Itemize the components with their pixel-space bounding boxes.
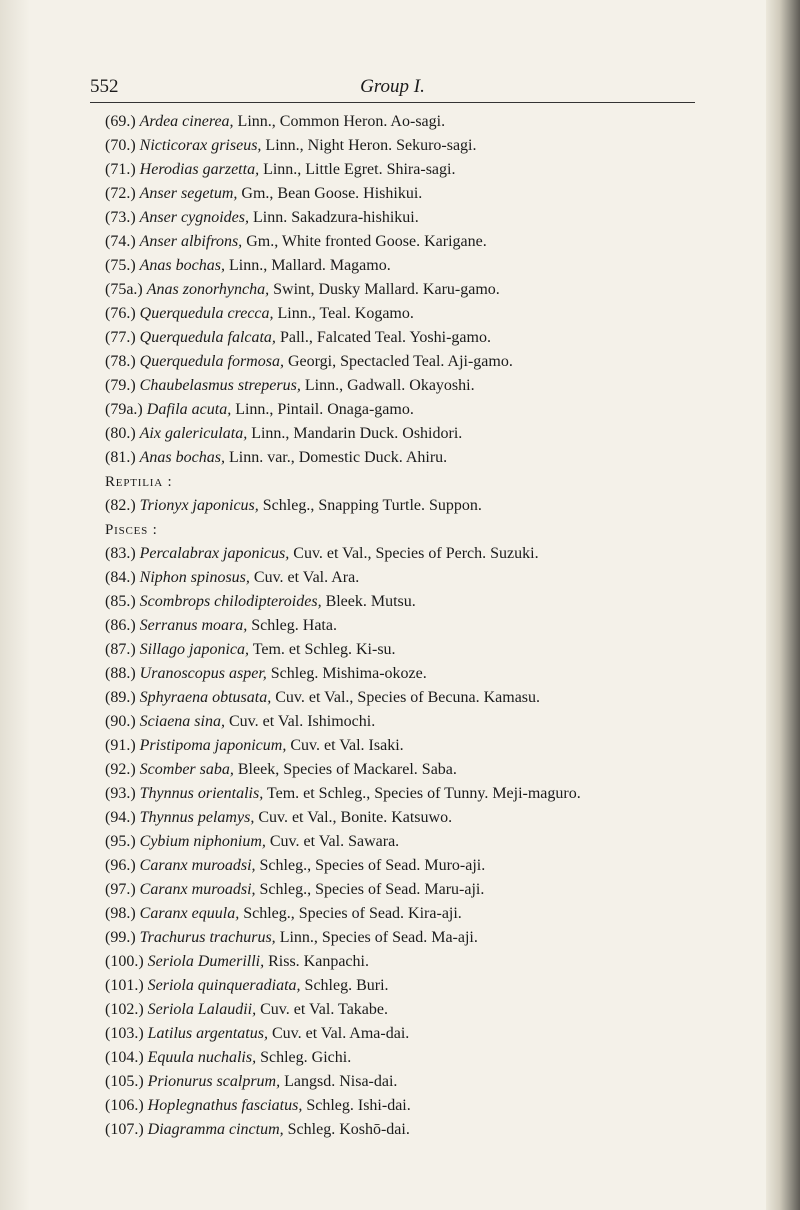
scientific-name: Anas zonorhyncha,: [146, 281, 270, 298]
scientific-name: Seriola Lalaudii,: [147, 1001, 257, 1018]
scientific-name: Thynnus pelamys,: [139, 809, 255, 826]
species-entry: [105, 1046, 765, 1070]
entry-details: Schleg. Hata.: [247, 617, 337, 634]
species-entry: [105, 302, 765, 326]
species-entry: [105, 926, 765, 950]
entry-number: (95.): [105, 833, 136, 850]
scientific-name: Latilus argentatus,: [147, 1025, 268, 1042]
entry-number: (94.): [105, 809, 136, 826]
species-entry: [105, 854, 765, 878]
scientific-name: Ardea cinerea,: [139, 113, 234, 130]
page-gutter: [0, 0, 30, 1210]
entry-number: (100.): [105, 953, 144, 970]
species-entry: [105, 806, 765, 830]
entry-details: Cuv. et Val. Ishimochi.: [224, 713, 376, 730]
scientific-name: Anser albifrons,: [139, 233, 243, 250]
species-entry: [105, 782, 765, 806]
species-entry: [105, 278, 765, 302]
entry-details: Schleg., Species of Sead. Muro-aji.: [255, 857, 486, 874]
entry-number: (79a.): [105, 401, 143, 418]
species-entry: [105, 326, 765, 350]
page-number: 552: [90, 76, 119, 97]
entry-number: (97.): [105, 881, 136, 898]
entry-number: (84.): [105, 569, 136, 586]
species-entry: [105, 1094, 765, 1118]
scientific-name: Niphon spinosus,: [139, 569, 250, 586]
entry-details: Cuv. et Val. Ara.: [249, 569, 360, 586]
entry-number: (74.): [105, 233, 136, 250]
species-entry: [105, 422, 765, 446]
scientific-name: Chaubelasmus streperus,: [139, 377, 301, 394]
entry-number: (102.): [105, 1001, 144, 1018]
entry-number: (99.): [105, 929, 136, 946]
scientific-name: Scombrops chilodipteroides,: [139, 593, 322, 610]
scientific-name: Seriola quinqueradiata,: [147, 977, 301, 994]
scientific-name: Pristipoma japonicum,: [139, 737, 287, 754]
species-entry: [105, 758, 765, 782]
entry-details: Langsd. Nisa-dai.: [280, 1073, 398, 1090]
entry-number: (76.): [105, 305, 136, 322]
running-title: Group I.: [360, 76, 425, 97]
entry-number: (101.): [105, 977, 144, 994]
section-heading: Pisces :: [105, 522, 158, 538]
species-entry: [105, 230, 765, 254]
scientific-name: Uranoscopus asper,: [139, 665, 267, 682]
entry-number: (81.): [105, 449, 136, 466]
scientific-name: Dafila acuta,: [146, 401, 232, 418]
entry-details: Cuv. et Val., Species of Perch. Suzuki.: [289, 545, 539, 562]
entry-number: (83.): [105, 545, 136, 562]
scientific-name: Caranx equula,: [139, 905, 240, 922]
scientific-name: Querquedula formosa,: [139, 353, 284, 370]
page-header: [90, 74, 695, 103]
species-entry: [105, 566, 765, 590]
entry-number: (79.): [105, 377, 136, 394]
scientific-name: Serranus moara,: [139, 617, 248, 634]
scientific-name: Caranx muroadsi,: [139, 881, 256, 898]
scientific-name: Sciaena sina,: [139, 713, 225, 730]
species-entry: [105, 614, 765, 638]
scientific-name: Diagramma cinctum,: [147, 1121, 284, 1138]
entry-number: (92.): [105, 761, 136, 778]
species-list: [105, 110, 765, 1142]
species-entry: [105, 374, 765, 398]
scientific-name: Sphyraena obtusata,: [139, 689, 272, 706]
entry-details: Schleg. Ishi-dai.: [302, 1097, 411, 1114]
entry-details: Riss. Kanpachi.: [264, 953, 369, 970]
entry-number: (93.): [105, 785, 136, 802]
scientific-name: Anas bochas,: [139, 257, 225, 274]
species-entry: [105, 1022, 765, 1046]
entry-details: Linn., Teal. Kogamo.: [273, 305, 414, 322]
scientific-name: Anser segetum,: [139, 185, 238, 202]
species-entry: [105, 950, 765, 974]
page-edge-shadow: [766, 0, 800, 1210]
entry-details: Gm., Bean Goose. Hishikui.: [237, 185, 423, 202]
scientific-name: Trachurus trachurus,: [139, 929, 276, 946]
entry-details: Cuv. et Val. Ama-dai.: [267, 1025, 410, 1042]
entry-number: (82.): [105, 497, 136, 514]
scientific-name: Prionurus scalprum,: [147, 1073, 281, 1090]
entry-details: Bleek, Species of Mackarel. Saba.: [233, 761, 457, 778]
entry-number: (107.): [105, 1121, 144, 1138]
entry-details: Linn. var., Domestic Duck. Ahiru.: [224, 449, 448, 466]
entry-details: Linn., Gadwall. Okayoshi.: [300, 377, 475, 394]
entry-details: Schleg., Species of Sead. Maru-aji.: [255, 881, 485, 898]
entry-details: Linn., Common Heron. Ao-sagi.: [233, 113, 446, 130]
entry-details: Linn., Pintail. Onaga-gamo.: [231, 401, 414, 418]
species-entry: [105, 998, 765, 1022]
entry-details: Schleg. Buri.: [300, 977, 389, 994]
species-entry: [105, 494, 765, 518]
entry-number: (75.): [105, 257, 136, 274]
entry-number: (87.): [105, 641, 136, 658]
species-entry: [105, 902, 765, 926]
scientific-name: Sillago japonica,: [139, 641, 249, 658]
entry-number: (88.): [105, 665, 136, 682]
scientific-name: Trionyx japonicus,: [139, 497, 259, 514]
species-entry: [105, 350, 765, 374]
species-entry: [105, 638, 765, 662]
species-entry: [105, 110, 765, 134]
species-entry: [105, 662, 765, 686]
entry-details: Linn., Species of Sead. Ma-aji.: [275, 929, 478, 946]
scientific-name: Percalabrax japonicus,: [139, 545, 290, 562]
entry-number: (96.): [105, 857, 136, 874]
species-entry: [105, 710, 765, 734]
entry-number: (89.): [105, 689, 136, 706]
scientific-name: Querquedula falcata,: [139, 329, 276, 346]
scientific-name: Seriola Dumerilli,: [147, 953, 265, 970]
entry-number: (91.): [105, 737, 136, 754]
entry-details: Cuv. et Val., Bonite. Katsuwo.: [254, 809, 453, 826]
species-entry: [105, 974, 765, 998]
species-entry: [105, 686, 765, 710]
species-entry: [105, 446, 765, 470]
entry-details: Tem. et Schleg., Species of Tunny. Meji-maguro.: [263, 785, 581, 802]
entry-number: (71.): [105, 161, 136, 178]
entry-details: Linn. Sakadzura-hishikui.: [248, 209, 419, 226]
species-entry: [105, 734, 765, 758]
entry-number: (80.): [105, 425, 136, 442]
entry-details: Gm., White fronted Goose. Karigane.: [242, 233, 487, 250]
entry-number: (106.): [105, 1097, 144, 1114]
species-entry: [105, 398, 765, 422]
scientific-name: Nicticorax griseus,: [139, 137, 262, 154]
entry-details: Cuv. et Val. Isaki.: [286, 737, 404, 754]
entry-number: (73.): [105, 209, 136, 226]
scientific-name: Anas bochas,: [139, 449, 225, 466]
scientific-name: Thynnus orientalis,: [139, 785, 264, 802]
entry-details: Pall., Falcated Teal. Yoshi-gamo.: [275, 329, 491, 346]
entry-details: Schleg. Gichi.: [256, 1049, 352, 1066]
entry-number: (75a.): [105, 281, 143, 298]
entry-details: Cuv. et Val. Sawara.: [265, 833, 400, 850]
entry-number: (72.): [105, 185, 136, 202]
scientific-name: Anser cygnoides,: [139, 209, 249, 226]
entry-details: Schleg., Snapping Turtle. Suppon.: [258, 497, 482, 514]
species-entry: [105, 134, 765, 158]
entry-details: Bleek. Mutsu.: [321, 593, 416, 610]
entry-details: Tem. et Schleg. Ki-su.: [248, 641, 396, 658]
scientific-name: Aix galericulata,: [139, 425, 248, 442]
entry-details: Linn., Mandarin Duck. Oshidori.: [247, 425, 463, 442]
scientific-name: Cybium niphonium,: [139, 833, 266, 850]
entry-details: Cuv. et Val., Species of Becuna. Kamasu.: [271, 689, 541, 706]
scientific-name: Hoplegnathus fasciatus,: [147, 1097, 303, 1114]
entry-details: Cuv. et Val. Takabe.: [256, 1001, 388, 1018]
entry-details: Schleg. Mishima-okoze.: [266, 665, 427, 682]
entry-number: (90.): [105, 713, 136, 730]
scientific-name: Caranx muroadsi,: [139, 857, 256, 874]
entry-number: (70.): [105, 137, 136, 154]
species-entry: [105, 158, 765, 182]
entry-details: Linn., Little Egret. Shira-sagi.: [259, 161, 456, 178]
entry-details: Georgi, Spectacled Teal. Aji-gamo.: [283, 353, 513, 370]
entry-details: Linn., Mallard. Magamo.: [224, 257, 391, 274]
scientific-name: Querquedula crecca,: [139, 305, 274, 322]
entry-details: Schleg., Species of Sead. Kira-aji.: [239, 905, 462, 922]
entry-number: (85.): [105, 593, 136, 610]
species-entry: [105, 182, 765, 206]
scientific-name: Scomber saba,: [139, 761, 234, 778]
species-entry: [105, 254, 765, 278]
section-heading: Reptilia :: [105, 474, 173, 490]
entry-number: (98.): [105, 905, 136, 922]
scientific-name: Equula nuchalis,: [147, 1049, 257, 1066]
entry-number: (86.): [105, 617, 136, 634]
species-entry: [105, 1070, 765, 1094]
species-entry: [105, 1118, 765, 1142]
entry-details: Swint, Dusky Mallard. Karu-gamo.: [269, 281, 500, 298]
entry-number: (77.): [105, 329, 136, 346]
species-entry: [105, 590, 765, 614]
entry-number: (103.): [105, 1025, 144, 1042]
scientific-name: Herodias garzetta,: [139, 161, 260, 178]
entry-details: Schleg. Koshō-dai.: [283, 1121, 410, 1138]
entry-details: Linn., Night Heron. Sekuro-sagi.: [261, 137, 477, 154]
species-entry: [105, 878, 765, 902]
entry-number: (105.): [105, 1073, 144, 1090]
entry-number: (78.): [105, 353, 136, 370]
species-entry: [105, 542, 765, 566]
species-entry: [105, 206, 765, 230]
species-entry: [105, 830, 765, 854]
entry-number: (104.): [105, 1049, 144, 1066]
entry-number: (69.): [105, 113, 136, 130]
